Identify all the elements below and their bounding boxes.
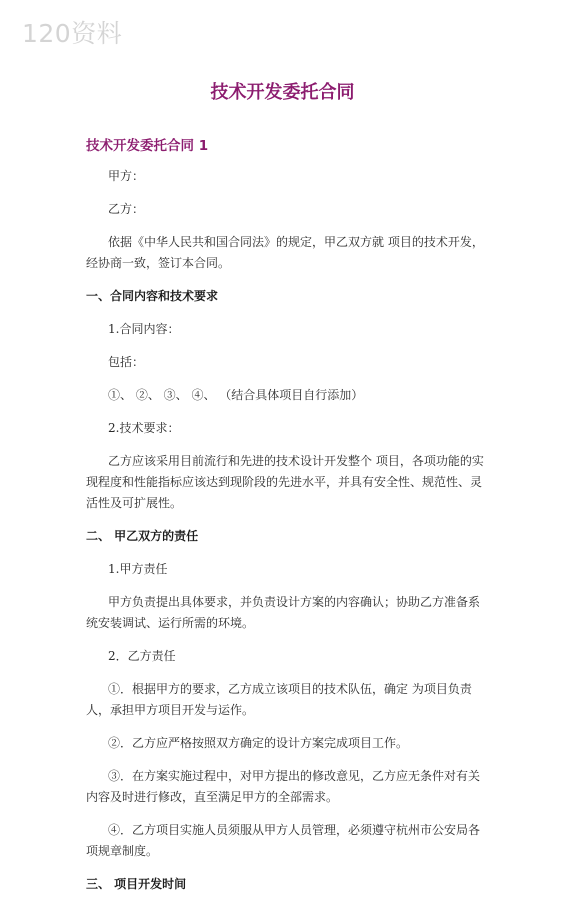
paragraph: ①．根据甲方的要求，乙方成立该项目的技术队伍，确定 为项目负责人，承担甲方项目开发与运作。 <box>86 682 472 717</box>
paragraph: 依据《中华人民共和国合同法》的规定，甲乙双方就 项目的技术开发，经协商一致，签订本合同。 <box>86 235 484 270</box>
paragraph: ①、 ②、 ③、 ④、 （结合具体项目自行添加） <box>108 388 364 402</box>
document-title: 技术开发委托合同 <box>210 82 355 103</box>
paragraph: 2.技术要求： <box>108 421 180 435</box>
paragraph: 1.甲方责任 <box>108 562 168 576</box>
paragraph: 2．乙方责任 <box>108 649 176 663</box>
paragraph: 乙方： <box>108 202 145 216</box>
clause-heading: 三、 项目开发时间 <box>86 877 187 891</box>
paragraph: 1.合同内容： <box>108 322 180 336</box>
paragraph: 包括： <box>108 355 145 369</box>
paragraph: ③．在方案实施过程中，对甲方提出的修改意见，乙方应无条件对有关内容及时进行修改，直至满足甲方的全部需求。 <box>86 769 481 804</box>
paragraph: 乙方应该采用目前流行和先进的技术设计开发整个 项目，各项功能的实现程度和性能指标应该达到现阶段的先进水平，并具有安全性、规范性、灵活性及可扩展性。 <box>86 454 484 510</box>
paragraph: 甲方负责提出具体要求，并负责设计方案的内容确认；协助乙方准备系统安装调试、运行所需的环境。 <box>86 595 481 630</box>
clause-heading: 一、合同内容和技术要求 <box>86 289 219 303</box>
clause-heading: 二、 甲乙双方的责任 <box>86 529 199 543</box>
watermark: 120资料 <box>22 19 123 48</box>
document-body <box>86 166 486 907</box>
paragraph: ②．乙方应严格按照双方确定的设计方案完成项目工作。 <box>108 736 409 750</box>
paragraph: 甲方： <box>108 169 145 183</box>
paragraph: ④．乙方项目实施人员须服从甲方人员管理，必须遵守杭州市公安局各项规章制度。 <box>86 823 481 858</box>
section-title: 技术开发委托合同 1 <box>86 138 209 154</box>
